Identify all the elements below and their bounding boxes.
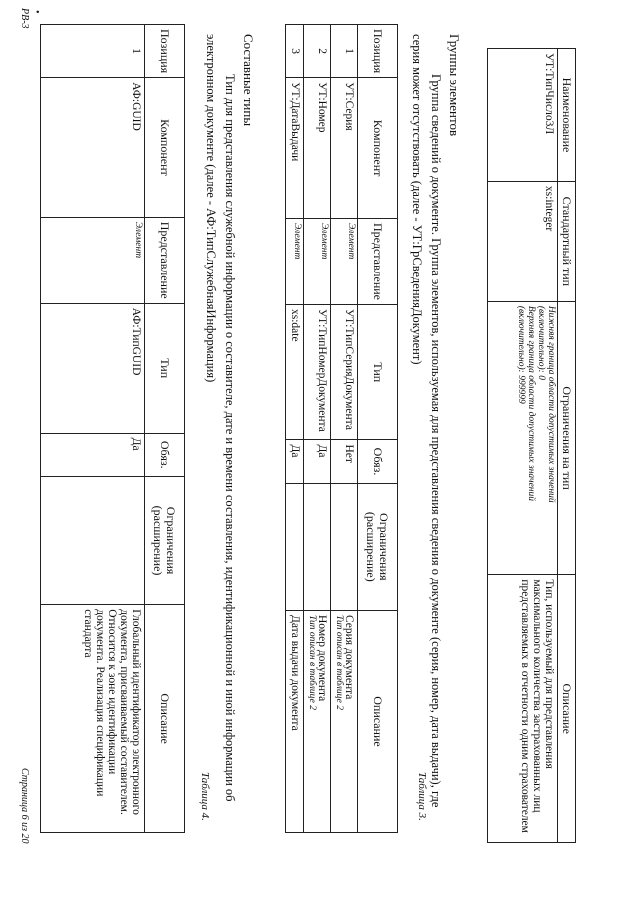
col-position: Позиция	[358, 25, 398, 78]
section-intro-composite: Тип для представления служебной информации о составителе, дате и времени составления, идентификационной и иной информации об электронном документе (далее - АФ:ТипСлужебнаяИнформация)	[203, 34, 237, 802]
cell-component: АФ:GUID	[41, 78, 145, 218]
cell-name: УТ:ТипЧисло3Л	[488, 49, 558, 182]
cell-type: УТ:ТипСерияДокумента	[330, 305, 357, 440]
cell-position: 1	[330, 25, 357, 78]
table-header-row	[145, 25, 185, 833]
cell-position: 3	[285, 25, 303, 78]
cell-component: УТ:ДатаВыдачи	[285, 78, 303, 219]
cell-std-type: xs:integer	[488, 181, 558, 301]
col-required: Обяз.	[145, 433, 185, 476]
cell-description: Дата выдачи документа	[285, 610, 303, 832]
cell-limits	[41, 476, 145, 604]
cell-component: УТ:Серия	[330, 78, 357, 219]
section-title-composite: Составные типы	[241, 34, 256, 127]
cell-limits	[303, 483, 330, 610]
cell-type: УТ:ТипНомерДокумента	[303, 305, 330, 440]
col-component: Компонент	[358, 78, 398, 219]
table-row	[488, 49, 558, 843]
section-title-groups: Группы элементов	[447, 34, 462, 137]
col-representation: Представление	[358, 219, 398, 305]
footer-doc-code: РВ-3	[19, 8, 30, 29]
table-row	[330, 25, 357, 833]
desc-note: Тип описан в таблице 2	[306, 614, 317, 710]
table-caption-3: Таблица 3.	[416, 772, 428, 821]
cell-description	[303, 610, 330, 832]
table-caption-4: Таблица 4.	[199, 772, 211, 821]
cell-restrictions: Нижняя граница области допустимых значений (включительно): 0 Верхняя граница области допустимых значений (включительно): 999999	[488, 301, 558, 575]
col-representation: Представление	[145, 217, 185, 303]
cell-required: Да	[303, 440, 330, 483]
cell-required: Да	[285, 440, 303, 483]
cell-limits	[330, 483, 357, 610]
cell-position: 2	[303, 25, 330, 78]
cell-required: Нет	[330, 440, 357, 483]
cell-description: Тип, используемый для представления максимального количества застрахованных лиц представляемых в отчетности одним страхователем	[488, 575, 558, 843]
col-description: Описание	[558, 575, 576, 843]
desc-note: Тип описан в таблице 2	[333, 614, 344, 710]
col-required: Обяз.	[358, 440, 398, 483]
cell-type: АФ:ТипGUID	[41, 303, 145, 433]
desc-text: Серия документа	[343, 614, 355, 700]
col-limits: Ограничения (расширение)	[145, 476, 185, 604]
col-std-type: Стандартный тип	[558, 181, 576, 301]
composite-table	[40, 24, 185, 833]
types-table	[487, 48, 576, 843]
col-component: Компонент	[145, 78, 185, 218]
col-description: Описание	[358, 610, 398, 832]
cell-representation: Элемент	[285, 219, 303, 305]
cell-representation: Элемент	[41, 217, 145, 303]
page-dot: •	[31, 10, 42, 14]
col-type: Тип	[145, 303, 185, 433]
cell-limits	[285, 483, 303, 610]
section-intro-groups: Группа сведений о документе. Группа элементов, используемая для представления сведения о документе (серия, номер, дата выдачи), где серия может отсутствовать (далее - УТ:ГрСведенияДокумент)	[409, 34, 443, 808]
col-type: Тип	[358, 305, 398, 440]
cell-description: Глобальный идентификатор электронного документа, присваиваемый составителем. Относится к зоне идентификации документа. Реализация спецификации стандарта	[41, 605, 145, 833]
cell-description	[330, 610, 357, 832]
group-table	[285, 24, 398, 833]
col-description: Описание	[145, 605, 185, 833]
table-row	[41, 25, 145, 833]
col-restrictions: Ограничения на тип	[558, 301, 576, 575]
col-position: Позиция	[145, 25, 185, 78]
col-name: Наименование	[558, 49, 576, 182]
table-header-row	[358, 25, 398, 833]
cell-type: xs:date	[285, 305, 303, 440]
cell-position: 1	[41, 25, 145, 78]
footer-page-number: Страница 6 из 20	[19, 768, 30, 844]
cell-representation: Элемент	[330, 219, 357, 305]
cell-representation: Элемент	[303, 219, 330, 305]
desc-text: Номер документа	[315, 614, 328, 702]
cell-required: Да	[41, 433, 145, 476]
cell-component: УТ:Номер	[303, 78, 330, 219]
col-limits: Ограничения (расширение)	[358, 483, 398, 610]
table-row	[303, 25, 330, 833]
table-header-row	[558, 49, 576, 843]
table-row	[285, 25, 303, 833]
